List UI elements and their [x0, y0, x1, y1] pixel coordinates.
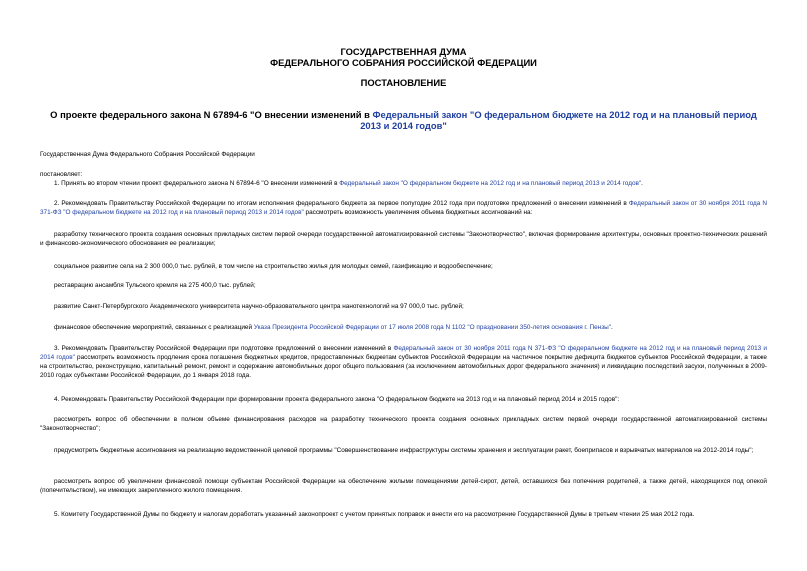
paragraph-2-last-item: [40, 323, 767, 332]
paragraph-4-item: рассмотреть вопрос об обеспечении в полном объеме финансирования расходов на разработку технического проекта создания основных прикладных систем первой очереди государственной автоматизированной системы "Законотворчество";: [40, 416, 767, 432]
paragraph-1: [40, 179, 767, 188]
paragraph-2-end: рассмотреть возможность увеличения объема бюджетных ассигнований на:: [303, 209, 533, 216]
paragraph-1-end: .: [641, 180, 643, 187]
title-prefix: О проекте федерального закона N 67894-6 "О внесении изменений в: [50, 109, 373, 120]
paragraph-2-item: развитие Санкт-Петербургского Академического университета научно-образовательного центра нанотехнологий на 97 000,0 тыс. рублей;: [54, 303, 464, 310]
paragraph-2-item: социальное развитие села на 2 300 000,0 тыс. рублей, в том числе на строительство жилья для молодых семей, газификацию и водообеспечение;: [54, 263, 493, 270]
document-title: [40, 109, 767, 131]
paragraph-2-last-text: финансовое обеспечение мероприятий, связанных с реализацией: [54, 324, 254, 331]
paragraph-3-text: 3. Рекомендовать Правительству Российской Федерации при подготовке предложений о внесении изменений в: [54, 345, 394, 352]
paragraph-2-item: разработку технического проекта создания основных прикладных систем первой очереди государственной автоматизированной системы "Законотворчество", включая формирование архитектуры, основных проектно-технических решений и финансово-экономического обоснования ее реализации;: [40, 231, 767, 247]
paragraph-4: 4. Рекомендовать Правительству Российской Федерации при формировании проекта федерального закона "О федеральном бюджете на 2013 год и на плановый период 2014 и 2015 годов":: [54, 396, 620, 403]
header-line-2: ФЕДЕРАЛЬНОГО СОБРАНИЯ РОССИЙСКОЙ ФЕДЕРАЦИИ: [270, 57, 537, 68]
paragraph-4-item: предусмотреть бюджетные ассигнования на реализацию ведомственной целевой программы "Совершенствование инфраструктуры системы хранения и эксплуатации ракет, боеприпасов и взрывчатых материалов на 2012-2014 годы";: [54, 447, 754, 454]
paragraph-3-law-link[interactable]: Федеральный закон от 30 ноября 2011 года N 371-ФЗ "О федеральном бюджете на 2012 год и на плановый период 2013 и 2014 годов": [40, 345, 767, 361]
title-law-link[interactable]: Федеральный закон "О федеральном бюджете на 2012 год и на плановый период 2013 и 2014 годов": [360, 109, 757, 131]
paragraph-2-law-link[interactable]: Федеральный закон от 30 ноября 2011 года N 371-ФЗ "О федеральном бюджете на 2012 год и на плановый период 2013 и 2014 годов": [40, 200, 767, 216]
paragraph-2-last-end: .: [611, 324, 613, 331]
issuer-text: Государственная Дума Федерального Собрания Российской Федерации: [40, 151, 255, 158]
paragraph-2-text: 2. Рекомендовать Правительству Российской Федерации по итогам исполнения федерального бюджета за первое полугодие 2012 года при подготовке предложений о внесении изменений в: [54, 200, 629, 207]
decree-link[interactable]: Указа Президента Российской Федерации от 17 июля 2008 года N 1102 "О праздновании 350-летия основания г. Пензы": [253, 324, 611, 331]
paragraph-1-law-link[interactable]: Федеральный закон "О федеральном бюджете на 2012 год и на плановый период 2013 и 2014 годов": [339, 180, 642, 187]
document-type: ПОСТАНОВЛЕНИЕ: [360, 77, 447, 88]
paragraph-4-item: рассмотреть вопрос об увеличении финансовой помощи субъектам Российской Федерации на обеспечение жилыми помещениями детей-сирот, детей, оставшихся без попечения родителей, а также детей, находящихся под опекой (попечительством), не имеющих закрепленного жилого помещения.: [40, 478, 767, 494]
paragraph-5: 5. Комитету Государственной Думы по бюджету и налогам доработать указанный законопроект с учетом принятых поправок и внести его на рассмотрение Государственной Думы в третьем чтении 25 мая 2012 года.: [54, 511, 695, 518]
paragraph-3-end: рассмотреть возможность продления срока погашения бюджетных кредитов, предоставленных бюджетам субъектов Российской Федерации на частичное покрытие дефицита бюджетов субъектов Российской Федерации, а также на строительство, реконструкцию, капитальный ремонт, ремонт и содержание автомобильных дорог общего пользования (за исключением автомобильных дорог федерального значения) и ликвидацию последствий засухи, полученных в 2009-2010 годах субъектами Российской Федерации, до 1 января 2018 года.: [40, 354, 767, 379]
paragraph-1-text: 1. Принять во втором чтении проект федерального закона N 67894-6 "О внесении изменений в: [54, 180, 340, 187]
paragraph-2-item: реставрацию ансамбля Тульского кремля на 275 400,0 тыс. рублей;: [54, 282, 256, 289]
header-line-1: ГОСУДАРСТВЕННАЯ ДУМА: [340, 46, 467, 57]
paragraph-3: [40, 344, 767, 380]
resolves-text: постановляет:: [40, 171, 83, 178]
paragraph-2: [40, 199, 767, 217]
